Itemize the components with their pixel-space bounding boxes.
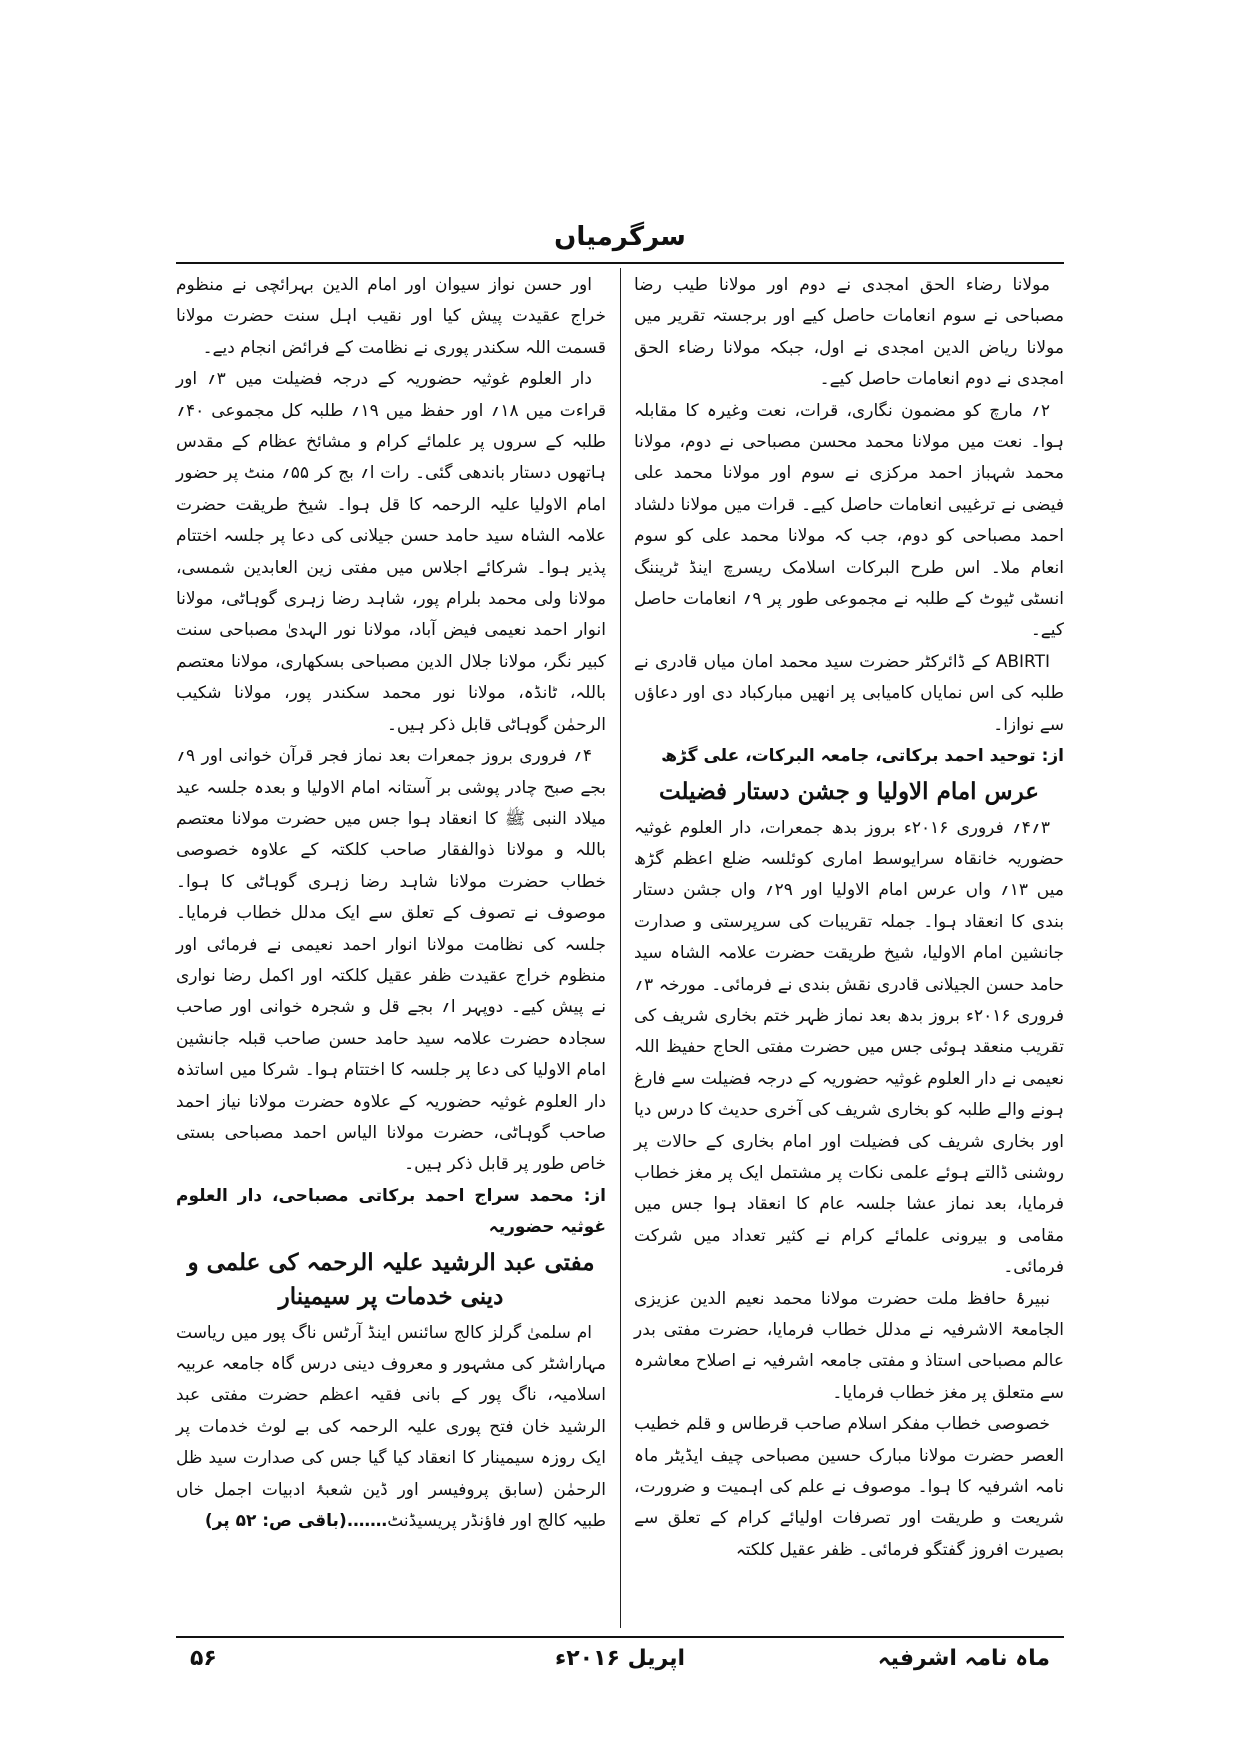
report-credit-1: از: توحید احمد برکاتی، جامعہ البرکات، علی گڑھ — [661, 746, 1064, 767]
section-heading-seminar: مفتی عبد الرشید علیہ الرحمہ کی علمی و دینی خدمات پر سیمینار — [187, 1248, 595, 1310]
continued-note: …….(باقی ص: ۵۲ پر) — [204, 1511, 388, 1532]
seminar-text: ام سلمیٰ گرلز کالج سائنس اینڈ آرٹس ناگ پور میں ریاست مہاراشٹر کی مشہور و معروف دینی درس گاہ جامعہ عربیہ اسلامیہ، ناگ پور کے بانی فقیہ اعظم حضرت مفتی عبد الرشید خان فتح پوری علیہ الرحمہ کی بے لوث خدمات پر ایک روزہ سیمینار کا انعقاد کیا گیا جس کی صدارت سید ظل الرحمٰن (سابق پروفیسر اور ڈین شعبۂ ادبیات اجمل خاں طبیہ کالج اور فاؤنڈر پریسیڈنٹ — [176, 1322, 606, 1532]
right-paragraph-3: ABIRTI کے ڈائرکٹر حضرت سید محمد امان میاں قادری نے طلبہ کی اس نمایاں کامیابی پر انھیں مبارکباد دی اور دعاؤں سے نوازا۔ — [634, 651, 1064, 735]
right-paragraph-1: مولانا رضاء الحق امجدی نے دوم اور مولانا طیب رضا مصباحی نے سوم انعامات حاصل کیے اور برجستہ تقریر میں مولانا ریاض الدین امجدی نے اول، جبکہ مولانا رضاء الحق امجدی نے دوم انعامات حاصل کیے۔ — [634, 275, 1064, 390]
footer-page-number: ۵۶ — [190, 1646, 217, 1671]
footer-magazine-name: ماہ نامہ اشرفیہ — [877, 1646, 1050, 1671]
footer-issue-date: اپریل ۲۰۱۶ء — [554, 1646, 685, 1671]
right-paragraph-2: ۲؍ مارچ کو مضمون نگاری، قرات، نعت وغیرہ کا مقابلہ ہوا۔ نعت میں مولانا محمد محسن مصباحی نے دوم، مولانا محمد شہباز احمد مرکزی نے سوم اور مولانا محمد علی فیضی نے ترغیبی انعامات حاصل کیے۔ قرات میں مولانا دلشاد احمد مصباحی کو دوم، جب کہ مولانا محمد علی کو سوم انعام ملا۔ اس طرح البرکات اسلامک ریسرچ اینڈ ٹریننگ انسٹی ٹیوٹ کے طلبہ نے مجموعی طور پر ۹؍ انعامات حاصل کیے۔ — [634, 400, 1064, 641]
left-paragraph-1: اور حسن نواز سیوان اور امام الدین بہرائچی نے منظوم خراج عقیدت پیش کیا اور نقیب اہل سنت حضرت مولانا قسمت اللہ سکندر پوری نے نظامت کے فرائض انجام دیے۔ — [176, 275, 606, 358]
page-header-title: سرگرمیاں — [554, 222, 686, 252]
right-paragraph-6: خصوصی خطاب مفکر اسلام صاحب قرطاس و قلم خطیب العصر حضرت مولانا مبارک حسین مصباحی چیف ایڈیٹر ماہ نامہ اشرفیہ کا ہوا۔ موصوف نے علم کی اہمیت و ضرورت، شریعت و طریقت اور تصرفات اولیائے کرام کے تعلق سے بصیرت افروز گفتگو فرمائی۔ ظفر عقیل کلکتہ — [634, 1414, 1064, 1560]
left-paragraph-2: دار العلوم غوثیہ حضوریہ کے درجہ فضیلت میں ۳؍ اور قراءت میں ۱۸؍ اور حفظ میں ۱۹؍ طلبہ کل مجموعی ۴۰؍ طلبہ کے سروں پر علمائے کرام و مشائخ عظام کے مقدس ہاتھوں دستار باندھی گئی۔ رات ا؍ بج کر ۵۵؍ منٹ پر حضور امام الاولیا علیہ الرحمہ کا قل ہوا۔ شیخ طریقت حضرت علامہ الشاہ سید حامد حسن جیلانی کی دعا پر جلسہ اختتام پذیر ہوا۔ شرکائے اجلاس میں مفتی زین العابدین شمسی، مولانا ولی محمد بلرام پور، شاہد رضا زہری گوہاٹی، مولانا انوار احمد نعیمی فیض آباد، مولانا نور الہدیٰ مصباحی سنت کبیر نگر، مولانا جلال الدین مصباحی بسکھاری، مولانا معتصم باللہ، ٹانڈہ، مولانا نور محمد سکندر پور، مولانا شکیب الرحمٰن گوہاٹی قابل ذکر ہیں۔ — [176, 369, 607, 735]
header-rule — [176, 262, 1064, 264]
left-paragraph-4 — [176, 1318, 606, 1538]
footer-rule — [176, 1636, 1064, 1638]
right-column — [634, 270, 1064, 1566]
right-paragraph-5: نبیرۂ حافظ ملت حضرت مولانا محمد نعیم الدین عزیزی الجامعۃ الاشرفیہ نے مدلل خطاب فرمایا، حضرت مفتی بدر عالم مصباحی استاذ و مفتی جامعہ اشرفیہ نے اصلاح معاشرہ سے متعلق پر مغز خطاب فرمایا۔ — [634, 1288, 1064, 1403]
report-credit-2: از: محمد سراج احمد برکاتی مصباحی، دار العلوم غوثیہ حضوریہ — [176, 1185, 606, 1238]
right-paragraph-4: ۳؍۴؍ فروری ۲۰۱۶ء بروز بدھ جمعرات، دار العلوم غوثیہ حضوریہ خانقاہ سرایوسط اماری کوئلسہ ضلع اعظم گڑھ میں ۱۳؍ واں عرس امام الاولیا اور ۲۹؍ واں جشن دستار بندی کا انعقاد ہوا۔ جملہ تقریبات کی سرپرستی و صدارت جانشین امام الاولیا، شیخ طریقت حضرت علامہ الشاہ سید حامد حسن الجیلانی قادری نقش بندی نے فرمائی۔ مورخہ ۳؍ فروری ۲۰۱۶ء بروز بدھ بعد نماز ظہر ختم بخاری شریف کی تقریب منعقد ہوئی جس میں حضرت مفتی الحاج حفیظ اللہ نعیمی نے دار العلوم غوثیہ حضوریہ کے درجہ فضیلت سے فارغ ہونے والے طلبہ کو بخاری شریف کی آخری حدیث کا درس دیا اور بخاری شریف کی فضیلت اور امام بخاری کے حالات پر روشنی ڈالتے ہوئے علمی نکات پر مشتمل ایک پر مغز خطاب فرمایا، بعد نماز عشا جلسہ عام کا انعقاد ہوا جس میں مقامی و بیرونی علمائے کرام نے کثیر تعداد میں شرکت فرمائی۔ — [634, 817, 1064, 1278]
section-heading-urs: عرس امام الاولیا و جشن دستار فضیلت — [658, 777, 1040, 805]
column-divider — [620, 268, 621, 1628]
left-column — [176, 270, 606, 1537]
left-paragraph-3: ۴؍ فروری بروز جمعرات بعد نماز فجر قرآن خوانی اور ۹؍ بجے صبح چادر پوشی بر آستانہ امام الاولیا و بعدہ جلسہ عید میلاد النبی ﷺ کا انعقاد ہوا جس میں حضرت مولانا معتصم باللہ و مولانا ذوالفقار صاحب کلکتہ کے علاوہ خصوصی خطاب حضرت مولانا شاہد رضا زہری گوہاٹی کا ہوا۔ موصوف نے تصوف کے تعلق سے ایک مدلل خطاب فرمایا۔ جلسہ کی نظامت مولانا انوار احمد نعیمی نے فرمائی اور منظوم خراج عقیدت ظفر عقیل کلکتہ اور اکمل رضا نواری نے پیش کیے۔ دوپہر ا؍ بجے قل و شجرہ خوانی اور صاحب سجادہ حضرت علامہ سید حامد حسن صاحب قبلہ جانشین امام الاولیا کی دعا پر جلسہ کا اختتام ہوا۔ شرکا میں اساتذہ دار العلوم غوثیہ حضوریہ کے علاوہ حضرت مولانا نیاز احمد صاحب گوہاٹی، حضرت مولانا الیاس احمد مصباحی بستی خاص طور پر قابل ذکر ہیں۔ — [176, 746, 606, 1175]
